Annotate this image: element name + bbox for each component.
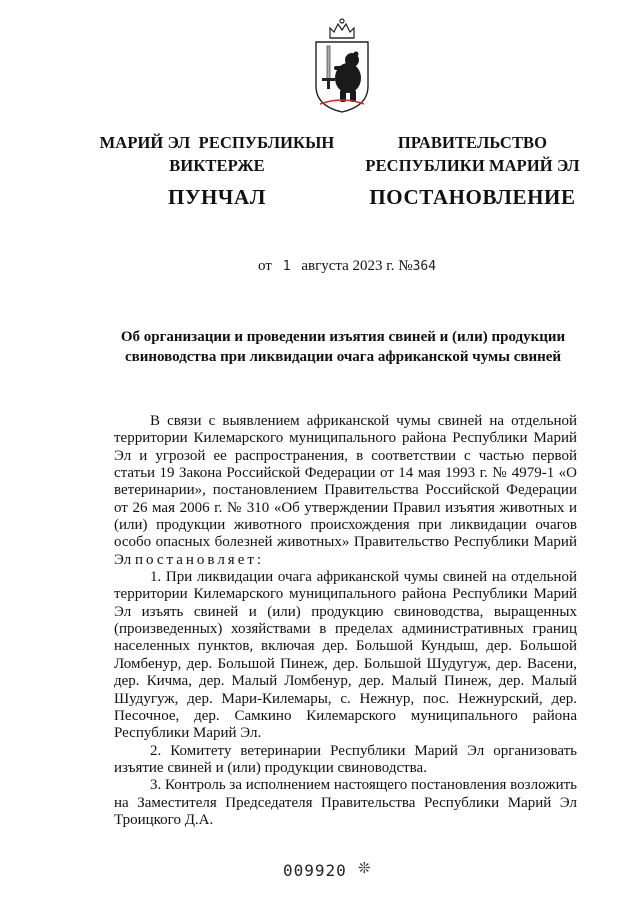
date-day: 1 (282, 259, 291, 274)
header-mari-line2: ВИКТЕРЖЕ (169, 156, 265, 175)
document-title (108, 327, 578, 367)
intro-text: В связи с выявлением африканской чумы свиней на отдельной территории Килемарского муниципального района Республики Марий Эл и угрозой ее распространения, в соответствии с частью первой статьи 19 Закона Российской Федерации от 14 мая 1993 г. № 4979-1 «О ветеринарии», постановлением Правительства Российской Федерации от 26 мая 2006 г. № 310 «Об утверждении Правил изъятия животных и (или) продукции животного происхождения при ликвидации очагов особо опасных болезней животных» Правительство Республики Марий Эл (114, 413, 577, 568)
resolves-word: постановляет: (134, 551, 265, 568)
coat-of-arms-emblem (312, 16, 372, 114)
paragraph-3: 3. Контроль за исполнением настоящего постановления возложить на Заместителя Председателя Правительства Республики Марий Эл Троицкого Д.А. (114, 777, 577, 828)
header-mari (92, 131, 342, 211)
header-russian-doc-type: ПОСТАНОВЛЕНИЕ (369, 185, 576, 209)
document-body (114, 413, 577, 829)
paragraph-2: 2. Комитету ветеринарии Республики Марий Эл организовать изъятие свиней и (или) продукции свиноводства. (114, 742, 577, 776)
header-russian-line1: ПРАВИТЕЛЬСТВО (397, 133, 548, 152)
crown-icon (330, 19, 354, 38)
paragraph-1: 1. При ликвидации очага африканской чумы свиней на отдельной территории Килемарского муниципального района Республики Марий Эл изъять свиней и (или) продукцию свиноводства, выращенных (произведенных) хозяйствами в пределах административных границ населенных пунктов, включая дер. Большой Кундыш, дер. Большой Ломбенур, дер. Большой Пинеж, дер. Большой Шудугуж, дер. Васени, дер. Кичма, дер. Малый Ломбенур, дер. Малый Пинеж, дер. Малый Шудугуж, дер. Мари-Килемары, с. Нежнур, пос. Нежнурский, дер. Песочное, дер. Самкино Килемарского муниципального района Республики Марий Эл. (114, 569, 577, 742)
header-russian (355, 131, 590, 211)
document-date-line (258, 258, 436, 275)
title-line1: Об организации и проведении изъятия свиней и (или) продукции (120, 329, 566, 345)
header-mari-doc-type: ПУНЧАЛ (168, 185, 266, 209)
title-line2: свиноводства при ликвидации очага африканской чумы свиней (124, 349, 562, 365)
serial-mark-icon: ❊ (358, 861, 371, 877)
document-number: 364 (412, 259, 437, 274)
header-russian-line2: РЕСПУБЛИКИ МАРИЙ ЭЛ (365, 156, 580, 175)
date-rest: августа 2023 г. № (301, 258, 413, 274)
serial-number: 009920 (283, 861, 347, 880)
header-mari-line1: МАРИЙ ЭЛ РЕСПУБЛИКЫН (99, 133, 335, 152)
paragraph-intro (114, 413, 577, 569)
date-prefix: от (258, 258, 272, 274)
